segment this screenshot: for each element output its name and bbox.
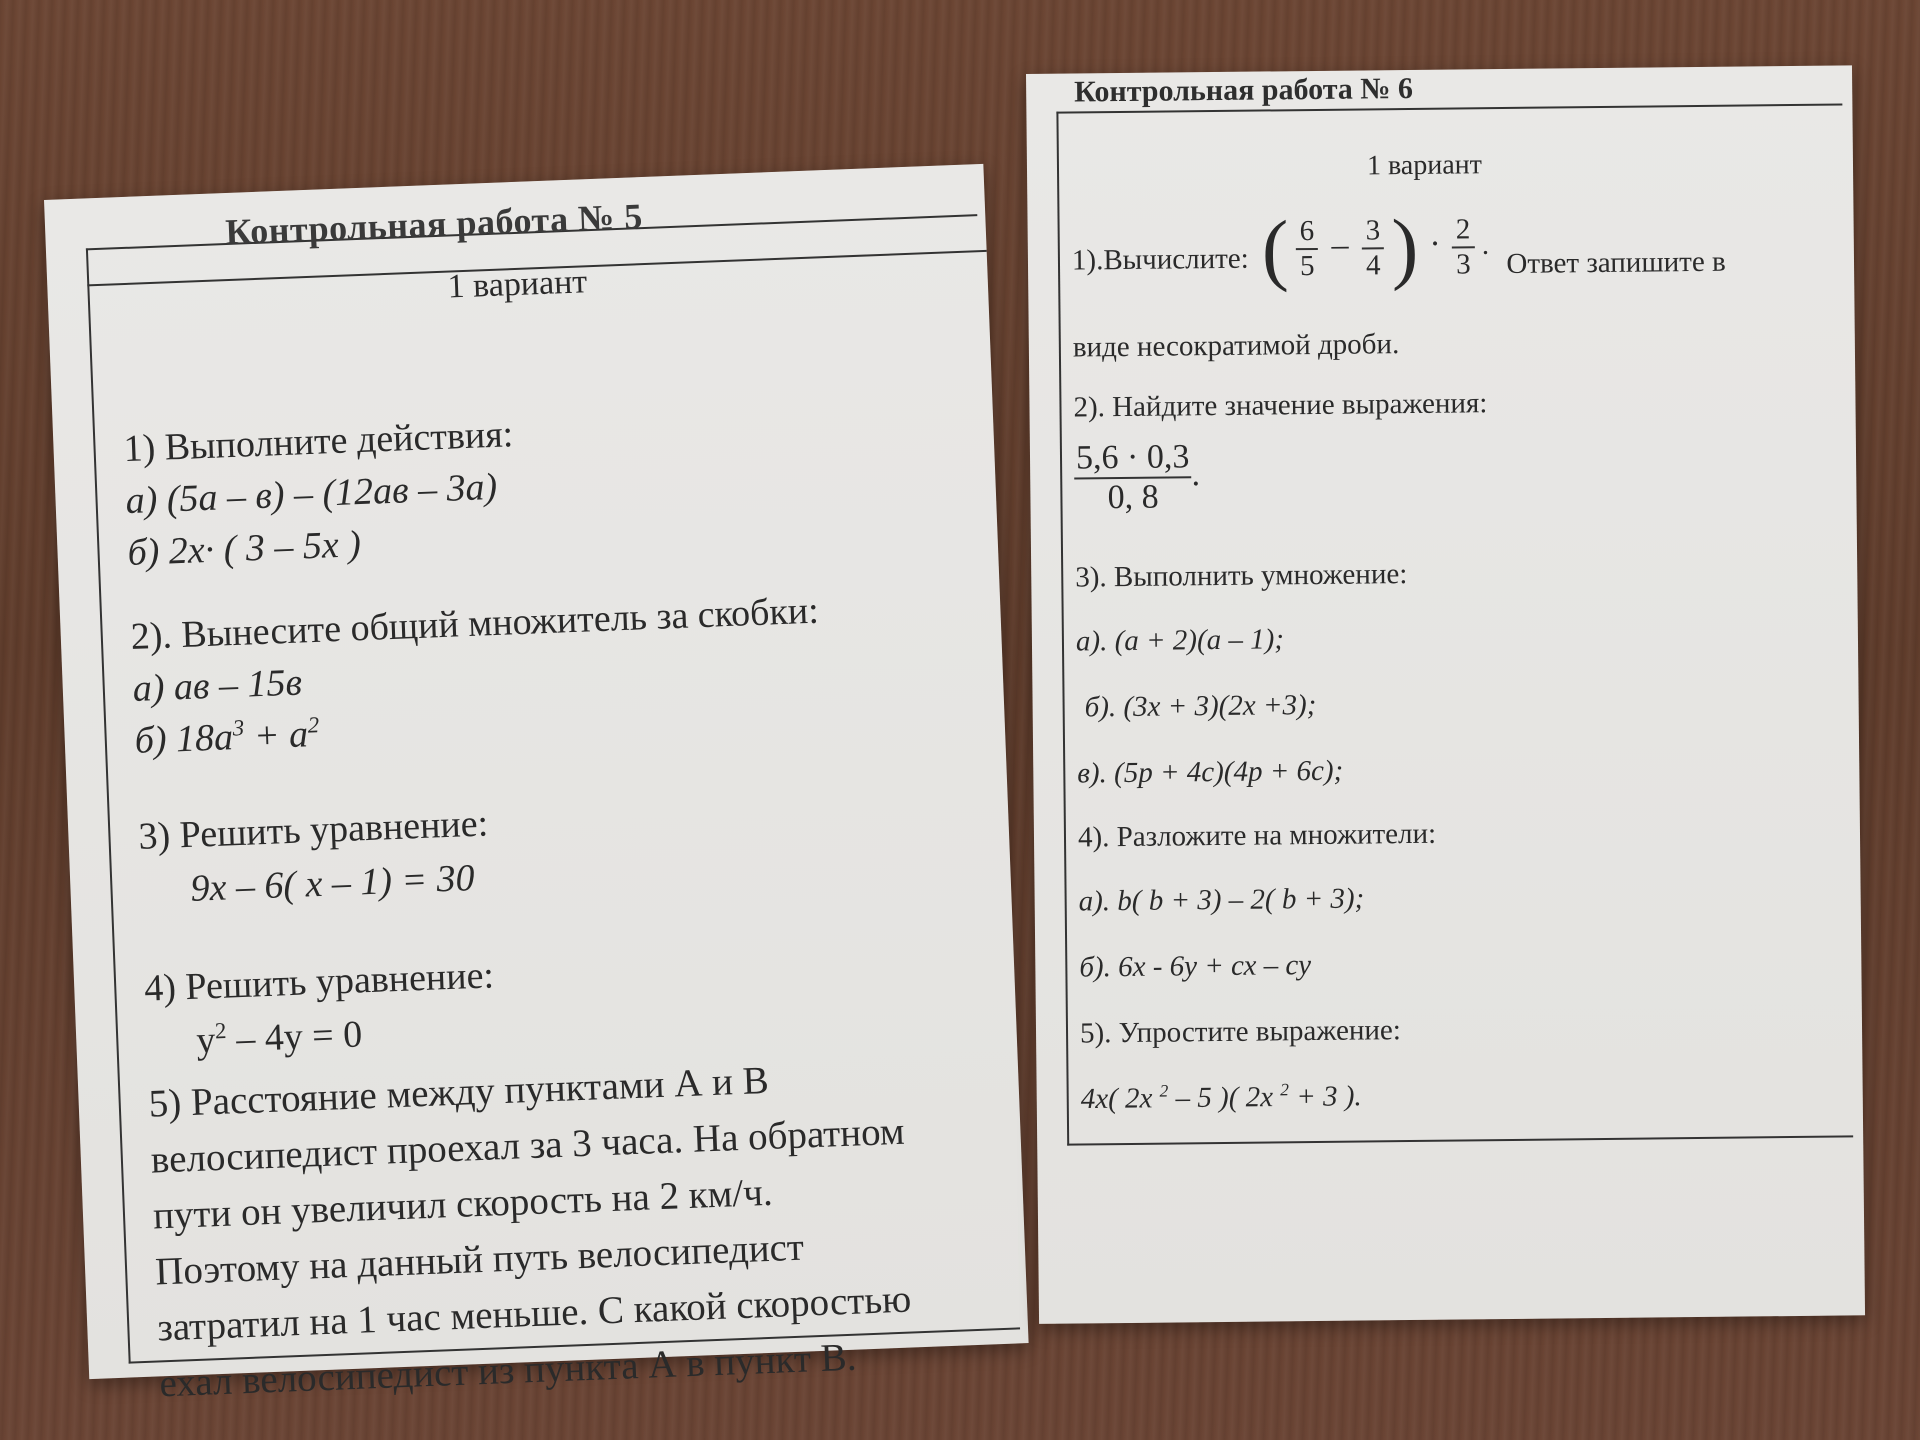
task-5-heading: 5). Упростите выражение: [1079, 1014, 1401, 1050]
task-5-line: Поэтому на данный путь велосипедист [154, 1225, 805, 1294]
variant-label: 1 вариант [1366, 149, 1483, 182]
task-1-line2: виде несократимой дроби. [1072, 328, 1400, 364]
task-4-equation: $у^2 - 4у = 0$ [195, 1013, 363, 1062]
task-5-line: ехал велосипедист из пункта А в пункт В. [158, 1335, 858, 1406]
task-4-b: б). 6х - 6у + сх – су [1079, 949, 1312, 984]
task-1-label: 1).Вычислите: [1071, 242, 1249, 277]
fraction: $\frac{6}{5}$ [1295, 215, 1318, 283]
task-4-heading: 4). Разложите на множители: [1077, 817, 1437, 854]
sheet-title: Контрольная работа № 5 [224, 196, 644, 253]
task-3-b: б). (3х + 3)(2х +3); [1084, 688, 1317, 724]
task-1-tail: Ответ запишите в [1506, 245, 1726, 280]
task-3-heading: 3). Выполнить умножение: [1075, 558, 1408, 594]
task-2-fraction: $\frac{5,6 \cdot 0,3}{0, 8}$ . [1075, 438, 1201, 517]
test-sheet-5 [44, 164, 1029, 1406]
fraction: $\frac{2}{3}$ [1452, 213, 1475, 281]
task-5-line: затратил на 1 час меньше. С какой скоростью [156, 1277, 913, 1350]
test-sheet-6 [1026, 65, 1865, 1324]
task-5-line: велосипедист проехал за 3 часа. На обратном [150, 1109, 906, 1182]
task-5-line: пути он увеличил скорость на 2 км/ч. [152, 1170, 774, 1238]
task-3-heading: 3) Решить уравнение: [137, 802, 489, 858]
task-5-line: 5) Расстояние между пунктами А и В [147, 1058, 770, 1126]
task-3-equation: 9х – 6( х – 1) = 30 [189, 856, 476, 910]
task-1-heading: 1) Выполните действия: [122, 413, 514, 471]
task-3-c: в). (5р + 4с)(4р + 6с); [1077, 754, 1344, 790]
left-paren-icon: ( [1261, 205, 1290, 294]
sheet-title: Контрольная работа № 6 [1074, 71, 1414, 109]
task-2-a: а) ав – 15в [132, 661, 303, 710]
task-5-text [148, 1044, 1020, 1413]
task-3-a: а). (а + 2)(а – 1); [1075, 623, 1285, 658]
task-1-b: б) 2х· ( 3 – 5х ) [126, 523, 362, 575]
fraction: $\frac{3}{4}$ [1361, 214, 1384, 282]
right-paren-icon: ) [1391, 203, 1419, 293]
task-4-heading: 4) Решить уравнение: [143, 954, 495, 1010]
task-1-a: а) (5а – в) – (12ав – 3а) [124, 465, 498, 523]
task-2-heading: 2). Найдите значение выражения: [1073, 387, 1488, 424]
task-4-a: а). b( b + 3) – 2( b + 3); [1078, 882, 1365, 918]
task-5-expression: 4х( 2х $^2$ – 5 )( 2х $^2$ + 3 ). [1080, 1079, 1362, 1116]
task-2-heading: 2). Вынесите общий множитель за скобки: [130, 589, 820, 658]
task-2-b: б) $18а^3 + а^2$ [134, 712, 320, 762]
variant-label: 1 вариант [446, 263, 588, 306]
task-1-expression: 1).Вычислите: ( $\frac{6}{5}$ – $\frac{3}{4}$ ) · $\frac{2}{3}$ . Ответ запишите в [1071, 203, 1726, 294]
